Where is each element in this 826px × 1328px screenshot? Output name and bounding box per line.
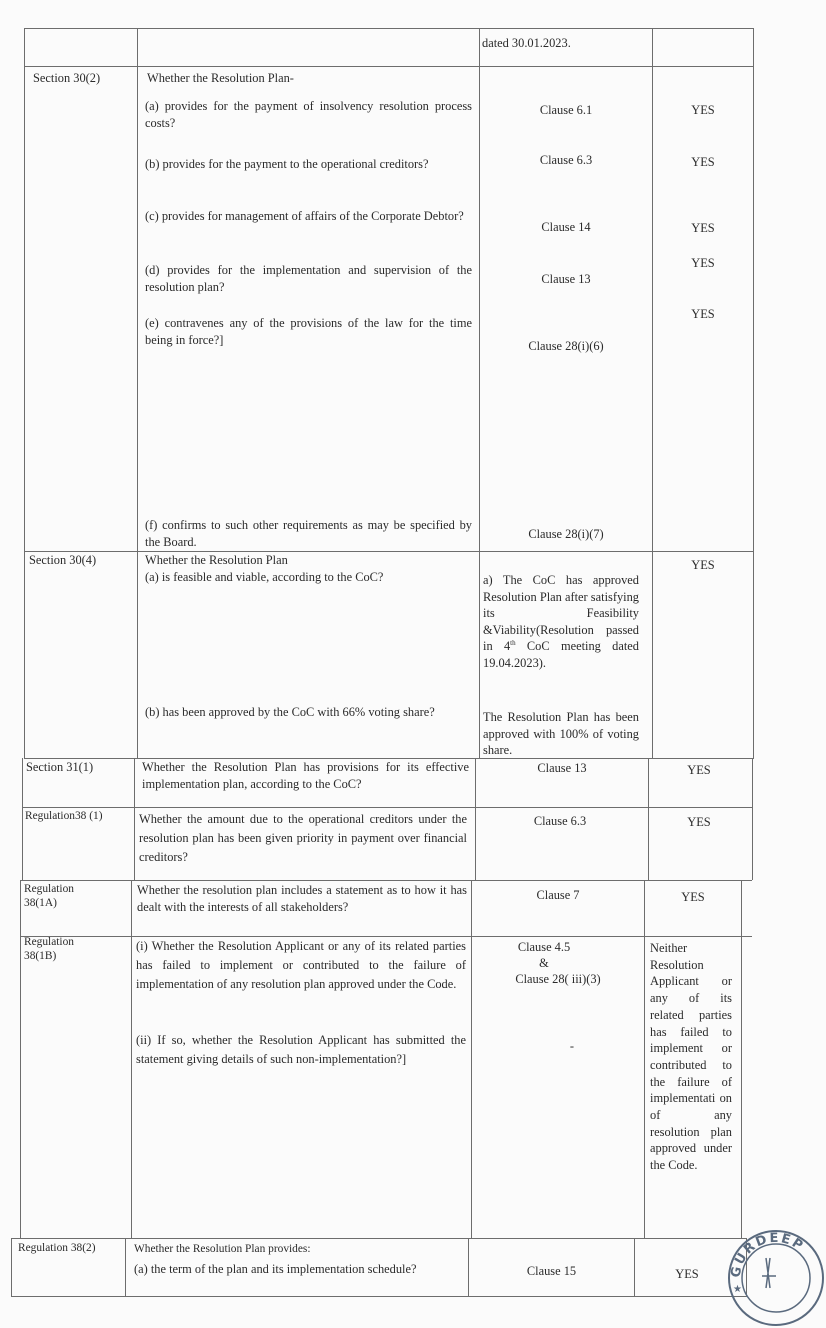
provision-item: (e) contravenes any of the provisions of the law for the time being in force?] [145,316,472,347]
provision-item: (b) has been approved by the CoC with 66% voting share? [145,705,435,719]
provision-intro: Whether the Resolution Plan [145,553,288,567]
clause-cell: Clause 13 [541,272,591,286]
clause-cell: Clause 6.1 [539,103,593,117]
provision-item: (ii) If so, whether the Resolution Applicant has submitted the statement giving details of such non-implementation?] [136,1033,466,1066]
compliance-cell: YES [681,890,705,904]
clause-cell: The Resolution Plan has been approved with 100% of voting share. [483,710,639,757]
table-rule [24,28,754,29]
table-rule [24,66,754,67]
clause-cell: Clause 4.5 [517,940,571,954]
clause-text: a) The CoC has approved Resolution Plan after satisfying its Feasibility &Viability(Resolution passed in 4 [483,573,639,653]
clause-cell: Clause 15 [526,1264,577,1278]
table-rule [11,1238,12,1296]
seal-stamp-icon [726,1228,826,1328]
clause-cell: Clause 7 [536,888,580,902]
provision-item: (b) provides for the payment to the operational creditors? [145,157,429,171]
table-rule [479,28,480,758]
clause-cell: Clause 28( iii)(3) [515,972,601,986]
provision-item: (d) provides for the implementation and supervision of the resolution plan? [145,263,472,294]
clause-cell: Clause 14 [541,220,591,234]
provision-item: (i) Whether the Resolution Applicant or any of its related parties has failed to implement or contributed to the failure of implementation of any resolution plan approved under the Code. [136,939,466,991]
clause-cell: Clause 28(i)(6) [528,339,604,353]
table-rule [137,28,138,758]
provision-intro: Whether the Resolution Plan- [147,71,294,85]
table-rule [22,807,753,808]
table-rule [24,28,25,758]
provision-item: (a) is feasible and viable, according to the CoC? [145,570,384,584]
table-rule [125,1238,126,1296]
provision-intro: Whether the Resolution Plan provides: [134,1243,311,1255]
section-label: Regulation 38(1B) [24,936,74,962]
clause-cell: Clause 13 [537,761,587,775]
table-rule [22,758,23,880]
table-rule [471,880,472,1238]
ordinal-suffix: th [510,638,516,647]
provision-item: (a) provides for the payment of insolvency resolution process costs? [145,99,472,130]
table-rule [11,1296,747,1297]
compliance-cell: YES [691,307,715,321]
svg-text:★: ★ [733,1284,742,1295]
section-label: Section 31(1) [26,760,94,774]
svg-text:GURDEEP: GURDEEP [728,1230,807,1279]
compliance-cell: YES [691,558,715,572]
compliance-cell: YES [691,155,715,169]
clause-cell: Clause 6.3 [533,814,587,828]
provision-item: (f) confirms to such other requirements as may be specified by the Board. [145,518,472,549]
clause-cell: Clause 28(i)(7) [528,527,604,541]
provision-text: Whether the amount due to the operational creditors under the resolution plan has been given priority in payment over financial creditors? [139,812,467,864]
compliance-cell: YES [687,815,711,829]
clause-cell [483,572,639,671]
provision-item: (a) the term of the plan and its implementation schedule? [134,1262,417,1276]
table-rule [131,880,132,1238]
table-rule [752,758,753,880]
provision-item: (c) provides for management of affairs of the Corporate Debtor? [145,209,464,223]
compliance-cell: Neither Resolution Applicant or any of its related parties has failed to implement or contributed to the failure of implementati on of any resolution plan approved under the Code. [650,941,732,1173]
table-rule [134,758,135,880]
table-rule [20,880,21,1238]
section-label: Regulation 38(1A) [24,883,74,909]
compliance-cell: YES [687,763,711,777]
section-label: Regulation38 (1) [25,810,103,822]
provision-text: Whether the Resolution Plan has provisions for its effective implementation plan, according to the CoC? [142,760,469,791]
clause-cell: dated 30.01.2023. [482,36,571,50]
section-label: Regulation 38(2) [18,1242,96,1254]
provision-text: Whether the resolution plan includes a statement as to how it has dealt with the interests of all stakeholders? [137,883,467,914]
compliance-cell: YES [675,1267,699,1281]
clause-cell: & [539,956,549,970]
table-rule [652,28,653,758]
table-rule [753,28,754,758]
compliance-cell: YES [691,103,715,117]
compliance-cell: YES [691,256,715,270]
section-label: Section 30(2) [33,71,101,85]
compliance-cell: YES [691,221,715,235]
table-rule [11,1238,747,1239]
clause-text: CoC meeting dated 19.04.2023). [483,639,640,670]
table-rule [644,880,645,1238]
table-rule [741,880,742,1238]
clause-cell: - [569,1039,575,1053]
section-label: Section 30(4) [29,553,97,567]
clause-cell: Clause 6.3 [539,153,593,167]
